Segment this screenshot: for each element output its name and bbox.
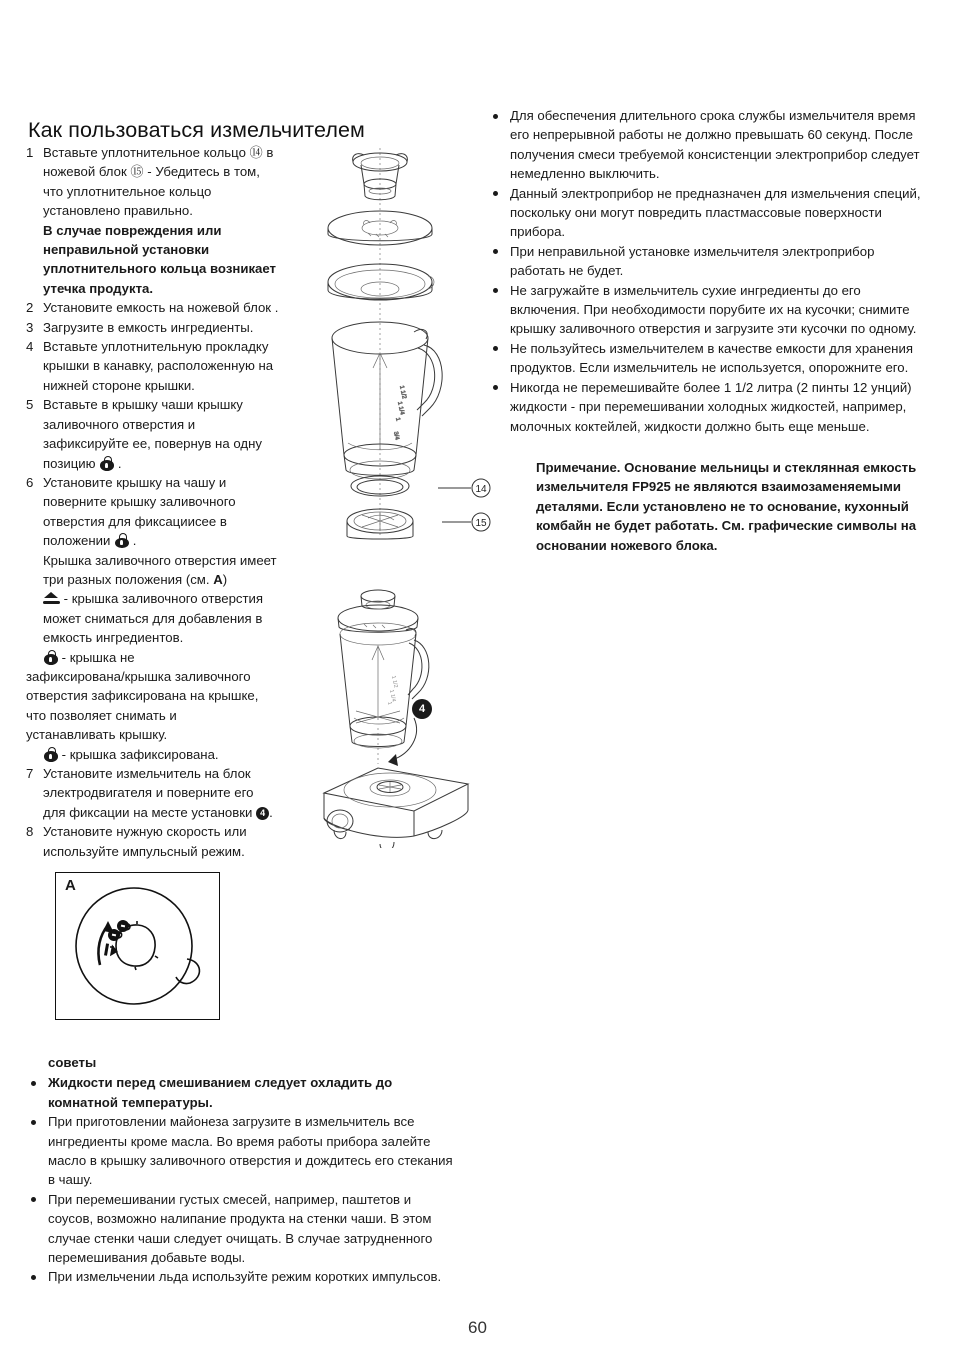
position-line: зафиксирована/крышка заливочного <box>26 668 251 684</box>
callout-15 <box>442 510 502 534</box>
svg-text:1: 1 <box>394 417 401 422</box>
step-line: используйте импульсный режим. <box>43 843 245 859</box>
positions-intro: Крышка заливочного отверстия имеет <box>43 552 277 568</box>
list-item: При измельчении льда используйте режим коротких импульсов. <box>26 1267 458 1286</box>
padlock-locked-icon <box>114 533 129 548</box>
figure-reference-a: A <box>213 571 223 587</box>
step-line: поверните крышку заливочного <box>43 494 236 510</box>
motor-unit <box>324 768 468 848</box>
svg-text:1 1/2: 1 1/2 <box>398 385 407 400</box>
list-item <box>26 337 326 395</box>
step-line: крышки в канавку, расположенную на <box>43 358 274 374</box>
eject-icon <box>43 591 60 605</box>
page-title: Как пользоваться измельчителем <box>28 118 365 143</box>
step-line: отверстия для фиксациисее в <box>43 513 227 529</box>
list-item: При приготовлении майонеза загрузите в измельчитель все ингредиенты кроме масла. Во время работы прибора залейте масло в крышку заливочного отверстия и дождитесь его стекания в чашу. <box>26 1112 458 1190</box>
step-line-tail: . <box>117 455 122 471</box>
list-item <box>26 473 326 589</box>
callout-14 <box>438 476 498 500</box>
step-line: заливочного отверстия и <box>43 416 196 432</box>
step-line: положении <box>43 533 111 549</box>
list-item <box>26 318 326 337</box>
step-line: установлено правильно. <box>43 203 193 219</box>
step-line-tail: . <box>132 533 137 549</box>
step-text <box>43 395 326 473</box>
figure-a-label: A <box>65 877 76 894</box>
blender-exploded-figure <box>318 140 487 540</box>
step-line: Установите крышку на чашу и <box>43 474 227 490</box>
step-text <box>43 143 326 298</box>
step-number: 5 <box>26 397 34 413</box>
list-item: Не загружайте в измельчитель сухие ингредиенты до его включения. При необходимости порубите их на кусочки; снимите крышку заливочного отверстия и загрузите эти кусочки по одному. <box>488 281 928 339</box>
step-text <box>43 473 326 589</box>
position-line: устанавливать крышку. <box>26 727 168 743</box>
step-number: 2 <box>26 300 34 316</box>
step-line: для фиксации на месте установки <box>43 804 253 820</box>
position-line: отверстия зафиксирована на крышке, <box>26 688 259 704</box>
assembled-jug <box>338 590 429 748</box>
list-item <box>26 395 326 473</box>
warning-list <box>488 106 928 436</box>
svg-text:1 1/2: 1 1/2 <box>390 675 399 689</box>
blender-assembly-figure <box>318 578 478 848</box>
svg-text:1: 1 <box>386 701 393 706</box>
figure-a-box <box>55 872 220 1020</box>
list-item <box>26 822 326 861</box>
position-line: может сниматься для добавления в <box>43 610 263 626</box>
warnings-column <box>488 106 928 555</box>
callout-label: 15 <box>475 518 487 529</box>
step-number: 6 <box>26 474 34 490</box>
step-line-bold: В случае повреждения или <box>43 222 222 238</box>
important-note: Примечание. Основание мельницы и стеклянная емкость измельчителя FP925 не являются взаимозаменяемыми деталями. Если установлено не то основание, кухонный комбайн не будет работать. См. графические символы на основании ножевого блока. <box>536 459 917 553</box>
step-line: нижней стороне крышки. <box>43 377 195 393</box>
step-text: Установите емкость на ножевой блок . <box>43 300 279 316</box>
page-number: 60 <box>468 1318 487 1337</box>
padlock-unlocked-icon <box>43 650 58 665</box>
step-line: электродвигателя и поверните его <box>43 785 254 801</box>
cap-position-unlocked <box>26 648 326 667</box>
svg-text:1 1/4: 1 1/4 <box>388 689 397 703</box>
step-line: что уплотнительное кольцо <box>43 183 212 199</box>
step-text <box>43 764 326 822</box>
step-line-tail: . <box>269 804 273 820</box>
step-line: Вставьте в крышку чаши крышку <box>43 397 243 413</box>
step-number: 3 <box>26 319 34 335</box>
step-number: 1 <box>26 145 34 160</box>
cap-position-removable <box>26 589 326 647</box>
tips-title: советы <box>48 1055 97 1070</box>
positions-intro-close: ) <box>222 571 228 587</box>
step-line: Вставьте уплотнительное кольцо ⑭ в <box>43 145 274 160</box>
step-text <box>43 337 326 395</box>
step-text <box>43 822 326 861</box>
position-line: что позволяет снимать и <box>26 707 177 723</box>
position-line: емкость ингредиентов. <box>43 630 184 646</box>
step-line-bold: уплотнительного кольца возникает <box>43 261 276 277</box>
list-item: При перемешивании густых смесей, например, паштетов и соусов, возможно налипание продукта на стенки чаши. В этом случае стенки чаши следует очищать. В случае затрудненного перемешивания добавьте воды. <box>26 1190 458 1268</box>
step-line: Вставьте уплотнительную прокладку <box>43 339 269 355</box>
twist-arrow-icon <box>388 718 417 766</box>
position-line: - крышка заливочного отверстия <box>63 591 264 607</box>
jug-part <box>332 322 442 479</box>
svg-text:1 1/4: 1 1/4 <box>396 401 405 416</box>
padlock-locked-icon <box>43 747 58 762</box>
step-number: 8 <box>26 824 34 840</box>
position-line: - крышка зафиксирована. <box>61 746 219 762</box>
tips-list <box>26 1073 458 1286</box>
step-number: 4 <box>26 339 34 355</box>
callout-4-icon: 4 <box>256 807 269 820</box>
step-line-bold: неправильной установки <box>43 242 210 258</box>
list-item: Жидкости перед смешиванием следует охладить до комнатной температуры. <box>26 1073 458 1112</box>
list-item: Никогда не перемешивайте более 1 1/2 литра (2 пинты 12 унций) жидкости - при перемешивании холодных жидкостей, например, молочных коктейлей, жидкости должно быть еще меньше. <box>488 378 928 436</box>
position-line: - крышка не <box>61 649 135 665</box>
step-line: позицию <box>43 455 96 471</box>
step-text: Загрузите в емкость ингредиенты. <box>43 319 254 335</box>
positions-intro: три разных положения (см. <box>43 571 210 587</box>
list-item <box>26 764 326 822</box>
cap-position-locked <box>26 745 326 764</box>
step-line: Установите измельчитель на блок <box>43 766 251 781</box>
instruction-steps-column <box>26 143 326 861</box>
step-line: ножевой блок ⑮ - Убедитесь в том, <box>43 164 260 180</box>
list-item: Не пользуйтесь измельчителем в качестве емкости для хранения продуктов. Если измельчитель не используется, опорожните его. <box>488 339 928 378</box>
step-line-bold: утечка продукта. <box>43 280 154 296</box>
tips-section <box>26 1053 458 1287</box>
list-item: При неправильной установке измельчителя электроприбор работать не будет. <box>488 242 928 281</box>
list-item: Данный электроприбор не предназначен для измельчения специй, поскольку они могут повредить пластмассовые поверхности прибора. <box>488 184 928 242</box>
filler-cap-part <box>353 153 408 200</box>
list-item <box>26 298 326 317</box>
list-item <box>26 143 326 298</box>
lid-seal-part <box>328 264 434 300</box>
step-line: Установите нужную скорость или <box>43 824 247 840</box>
step-line: зафиксируйте ее, повернув на одну <box>43 436 262 452</box>
callout-4: 4 <box>412 699 432 719</box>
list-item: Для обеспечения длительного срока службы измельчителя время его непрерывной работы не должно превышать 60 секунд. После получения смеси требуемой консистенции электроприбор следует немедленно выключить. <box>488 106 928 184</box>
padlock-locked-icon <box>99 456 114 471</box>
step-number: 7 <box>26 766 34 781</box>
cap-position-unlocked-cont <box>26 667 326 745</box>
callout-label: 14 <box>475 484 487 495</box>
svg-text:3/4: 3/4 <box>392 431 400 441</box>
